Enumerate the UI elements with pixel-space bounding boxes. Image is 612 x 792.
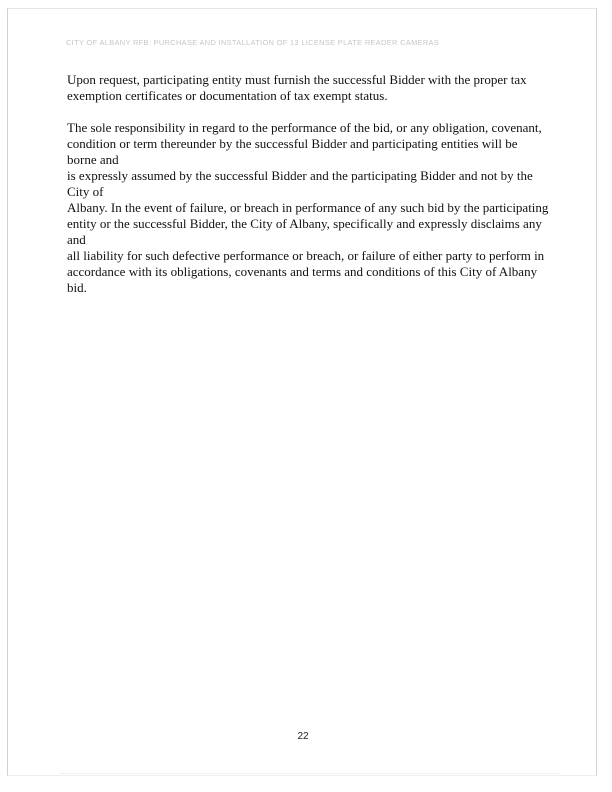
- page-number: 22: [297, 731, 309, 742]
- running-header: CITY OF ALBANY RFB: PURCHASE AND INSTALLATION OF 13 LICENSE PLATE READER CAMERAS: [66, 38, 440, 47]
- paragraph-tax-exemption: Upon request, participating entity must furnish the successful Bidder with the proper tax exemption certificates or documentation of tax exempt status.: [67, 72, 527, 103]
- document-body: [67, 72, 549, 312]
- paragraph-liability-disclaimer: The sole responsibility in regard to the performance of the bid, or any obligation, covenant, condition or term thereunder by the successful Bidder and participating entities will be borne and is expressly assumed by the successful Bidder and the participating Bidder and not by the City of Albany. In the event of failure, or breach in performance of any such bid by the participating entity or the successful Bidder, the City of Albany, specifically and expressly disclaims any and all liability for such defective performance or breach, or failure of either party to perform in accordance with its obligations, covenants and terms and conditions of this City of Albany bid.: [67, 120, 549, 295]
- scan-artifact-line: [60, 773, 560, 775]
